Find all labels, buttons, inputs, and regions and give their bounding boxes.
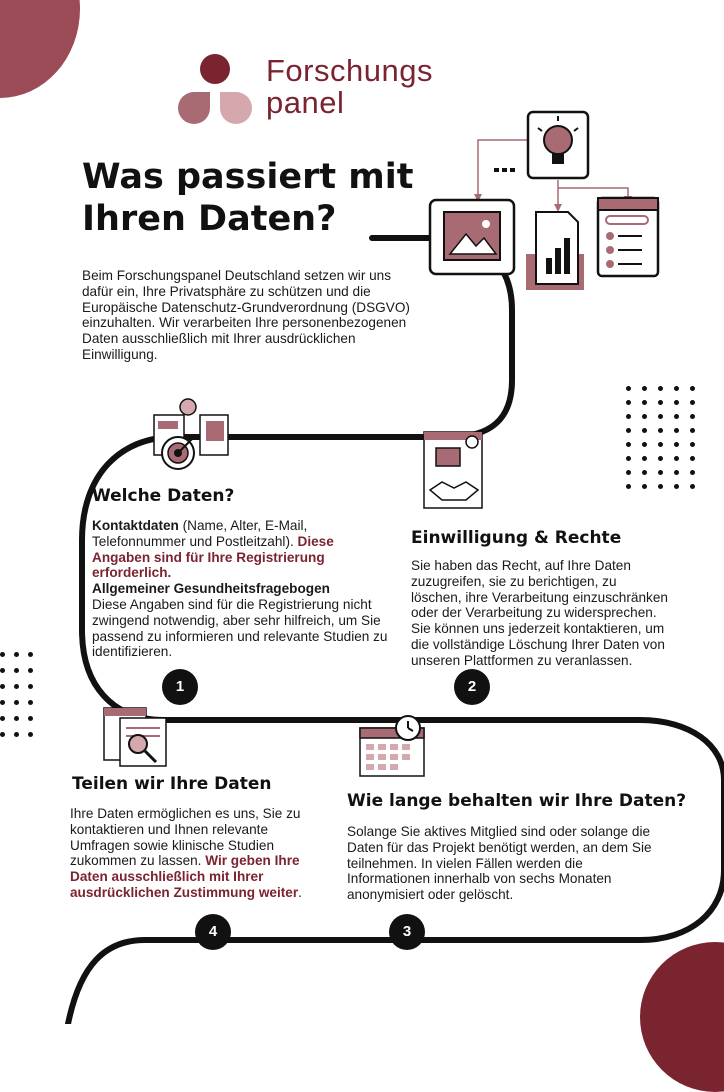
section4-body xyxy=(70,806,320,901)
kontakt-text: (Name, Alter, E-Mail, Telefonnummer und Postleitzahl). xyxy=(92,518,308,549)
step-number-2: 2 xyxy=(454,669,490,705)
logo-line1: Forschungs xyxy=(266,53,433,88)
page-title-line2: Ihren Daten? xyxy=(82,199,337,239)
kontakt-required: Diese Angaben sind für Ihre Registrierung erforderlich. xyxy=(92,533,334,581)
fragebogen-label: Allgemeiner Gesundheitsfragebogen xyxy=(92,581,330,597)
step-number-1: 1 xyxy=(162,669,198,705)
step-number-4: 4 xyxy=(195,914,231,950)
data-flow-illustration xyxy=(428,108,664,290)
step-number-3: 3 xyxy=(389,914,425,950)
image-icon xyxy=(430,200,514,274)
page-title xyxy=(82,156,413,240)
logo-wordmark xyxy=(266,55,433,119)
lightbulb-icon xyxy=(528,112,588,178)
handshake-document-icon xyxy=(420,428,488,512)
section1-body xyxy=(92,518,392,660)
section4-text-bold: Wir geben Ihre Daten ausschließlich mit Ihrer ausdrücklichen Zustimmung weiter xyxy=(70,853,300,900)
section1-heading: Welche Daten? xyxy=(92,486,235,506)
dot-grid-right xyxy=(626,386,706,498)
magnifier-documents-icon xyxy=(102,706,174,768)
dot-grid-left xyxy=(0,652,42,748)
kontakt-label: Kontaktdaten xyxy=(92,518,179,533)
logo-drops-icon xyxy=(176,52,254,126)
logo-line2: panel xyxy=(266,85,345,120)
section2-body: Sie haben das Recht, auf Ihre Daten zuzugreifen, sie zu berichtigen, zu löschen, ihre Verarbeitung einzuschränken oder der Verarbeitung zu widersprechen. Sie können uns jederzeit kontaktieren, um die vollständige Löschung Ihrer Daten von unseren Plattformen zu veranlassen. xyxy=(411,558,668,668)
intro-text: Beim Forschungspanel Deutschland setzen wir uns dafür ein, Ihre Privatsphäre zu schützen und die Europäische Datenschutz-Grundverordnung (DSGVO) einzuhalten. Wir verarbeiten Ihre personenbezogenen Daten ausschließlich mit Ihrer ausdrücklichen Einwilligung. xyxy=(82,268,410,362)
section3-body: Solange Sie aktives Mitglied sind oder solange die Daten für das Projekt benötigt werden, an dem Sie teilnehmen. In vielen Fällen werden die Informationen innerhalb von sechs Monaten anonymisiert oder gelöscht. xyxy=(347,824,652,903)
chart-document-icon xyxy=(526,212,584,290)
fragebogen-text: Diese Angaben sind für die Registrierung nicht zwingend notwendig, aber sehr hilfreich, um Sie passend zu informieren und relevante Studien zu identifizieren. xyxy=(92,596,388,660)
section4-heading: Teilen wir Ihre Daten xyxy=(72,774,272,794)
target-icon xyxy=(150,395,234,473)
section2-heading: Einwilligung & Rechte xyxy=(411,528,622,548)
section3-heading: Wie lange behalten wir Ihre Daten? xyxy=(347,791,687,811)
calendar-clock-icon xyxy=(356,712,428,778)
page-title-line1: Was passiert mit xyxy=(82,157,414,197)
section4-text-end: . xyxy=(298,884,302,900)
section4-text: Ihre Daten ermöglichen es uns, Sie zu kontaktieren und Ihnen relevante Umfragen sowie klinische Studien zukommen zu lassen. xyxy=(70,806,301,869)
list-window-icon xyxy=(598,198,658,276)
